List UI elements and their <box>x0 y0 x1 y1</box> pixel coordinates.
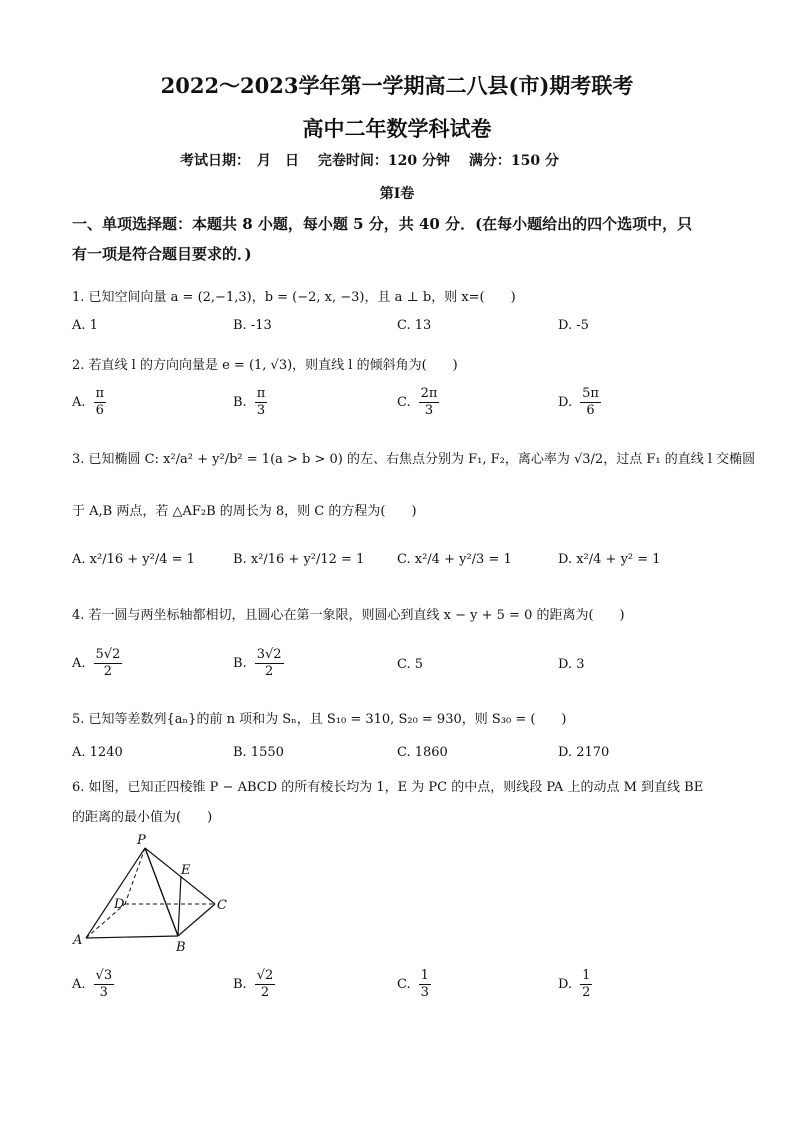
question-5-stem: 5. 已知等差数列{aₙ}的前 n 项和为 Sₙ，且 S₁₀ = 310, S₂₀ = 930，则 S₃₀ = ( ) <box>72 712 567 727</box>
denominator: 2 <box>103 664 113 679</box>
q6-option-b-fraction <box>255 968 276 1001</box>
question-1-stem: 1. 已知空间向量 a = (2,−1,3)，b = (−2, x, −3)，且 a ⊥ b，则 x=( ) <box>72 290 516 305</box>
q4-option-a-label: A. <box>72 656 86 671</box>
q2-option-c-fraction <box>419 386 440 419</box>
q5-option-c: C. 1860 <box>397 745 448 760</box>
section-heading-line1: 一、单项选择题：本题共 8 小题，每小题 5 分，共 40 分．(在每小题给出的四个选项中，只 <box>72 215 693 233</box>
denominator: 2 <box>260 985 270 1000</box>
q5-option-d: D. 2170 <box>558 745 610 760</box>
volume-label: 第I卷 <box>379 186 415 202</box>
segment-be <box>178 876 181 936</box>
numerator: π <box>95 386 105 401</box>
q2-option-d <box>558 386 601 419</box>
q2-option-a-label: A. <box>72 395 86 410</box>
q5-option-a: A. 1240 <box>72 745 123 760</box>
q6-option-c-label: C. <box>397 977 411 992</box>
section-heading-line2: 有一项是符合题目要求的．) <box>72 245 252 263</box>
numerator: √3 <box>95 968 113 983</box>
question-3-stem: 3. 已知椭圆 C: x²/a² + y²/b² = 1(a > b > 0) 的左、右焦点分别为 F₁, F₂，离心率为 √3/2，过点 F₁ 的直线 l 交椭圆 <box>72 452 756 467</box>
q6-option-d-label: D. <box>558 977 573 992</box>
q6-option-a-label: A. <box>72 977 86 992</box>
q4-option-b-label: B. <box>233 656 247 671</box>
denominator: 2 <box>264 664 274 679</box>
q1-option-a: A. 1 <box>72 318 98 333</box>
q6-option-a-fraction <box>94 968 115 1001</box>
q6-option-c <box>397 968 431 1001</box>
pyramid-figure <box>70 832 240 957</box>
numerator: 5π <box>582 386 599 401</box>
q4-option-a-fraction <box>94 647 123 680</box>
q4-option-c: C. 5 <box>397 657 424 672</box>
q2-option-b <box>233 386 267 419</box>
q1-option-d: D. -5 <box>558 318 589 333</box>
q6-option-a <box>72 968 114 1001</box>
q6-option-b <box>233 968 275 1001</box>
numerator: 1 <box>582 968 591 983</box>
numerator: 3√2 <box>256 647 282 662</box>
q4-option-b <box>233 647 284 680</box>
numerator: 5√2 <box>95 647 121 662</box>
question-3-stem-cont: 于 A,B 两点，若 △AF₂B 的周长为 8，则 C 的方程为( ) <box>72 504 417 519</box>
q2-option-d-label: D. <box>558 395 573 410</box>
q6-option-c-fraction <box>419 968 431 1001</box>
exam-date: 考试日期： 月 日 <box>180 153 299 169</box>
exam-score: 满分：150 分 <box>468 153 559 169</box>
q2-option-c-label: C. <box>397 395 411 410</box>
denominator: 3 <box>99 985 108 1000</box>
edge-bc <box>178 904 215 936</box>
label-p: P <box>137 833 146 848</box>
edge-pd-hidden <box>125 848 145 904</box>
q1-option-c: C. 13 <box>397 318 432 333</box>
question-2-stem: 2. 若直线 l 的方向向量是 e = (1, √3)，则直线 l 的倾斜角为( ) <box>72 358 458 373</box>
q3-option-c: C. x²/4 + y²/3 = 1 <box>397 552 512 567</box>
q2-option-a-fraction <box>94 386 107 419</box>
label-b: B <box>176 940 186 955</box>
denominator: 3 <box>424 403 434 418</box>
denominator: 6 <box>95 403 104 418</box>
q3-option-a: A. x²/16 + y²/4 = 1 <box>72 552 195 567</box>
question-6-stem-cont: 的距离的最小值为( ) <box>72 810 213 825</box>
q2-option-d-fraction <box>580 386 601 419</box>
exam-title: 2022～2023学年第一学期高二八县(市)期考联考 <box>160 73 634 98</box>
exam-time: 完卷时间：120 分钟 <box>317 153 450 169</box>
q6-option-b-label: B. <box>233 977 247 992</box>
denominator: 3 <box>256 403 266 418</box>
question-6-stem: 6. 如图，已知正四棱锥 P − ABCD 的所有棱长均为 1，E 为 PC 的中点，则线段 PA 上的动点 M 到直线 BE <box>72 780 704 795</box>
exam-subtitle: 高中二年数学科试卷 <box>302 116 492 141</box>
denominator: 3 <box>420 985 429 1000</box>
q6-option-d <box>558 968 592 1001</box>
edge-ab <box>86 936 178 938</box>
q4-option-d: D. 3 <box>558 657 585 672</box>
q2-option-b-label: B. <box>233 395 247 410</box>
label-c: C <box>217 898 227 913</box>
q1-option-b: B. -13 <box>233 318 272 333</box>
q2-option-a <box>72 386 106 419</box>
q5-option-b: B. 1550 <box>233 745 284 760</box>
label-a: A <box>73 933 83 948</box>
question-4-stem: 4. 若一圆与两坐标轴都相切，且圆心在第一象限，则圆心到直线 x − y + 5 = 0 的距离为( ) <box>72 608 625 623</box>
numerator: 2π <box>420 386 438 401</box>
exam-info <box>180 150 573 170</box>
label-e: E <box>181 863 191 878</box>
q2-option-b-fraction <box>255 386 268 419</box>
edge-pa <box>86 848 145 938</box>
numerator: √2 <box>256 968 274 983</box>
denominator: 2 <box>582 985 591 1000</box>
numerator: 1 <box>420 968 429 983</box>
q4-option-b-fraction <box>255 647 284 680</box>
q3-option-b: B. x²/16 + y²/12 = 1 <box>233 552 365 567</box>
q6-option-d-fraction <box>580 968 592 1001</box>
q3-option-d: D. x²/4 + y² = 1 <box>558 552 661 567</box>
q2-option-c <box>397 386 439 419</box>
numerator: π <box>256 386 266 401</box>
label-d: D <box>114 897 125 912</box>
denominator: 6 <box>586 403 595 418</box>
q4-option-a <box>72 647 122 680</box>
